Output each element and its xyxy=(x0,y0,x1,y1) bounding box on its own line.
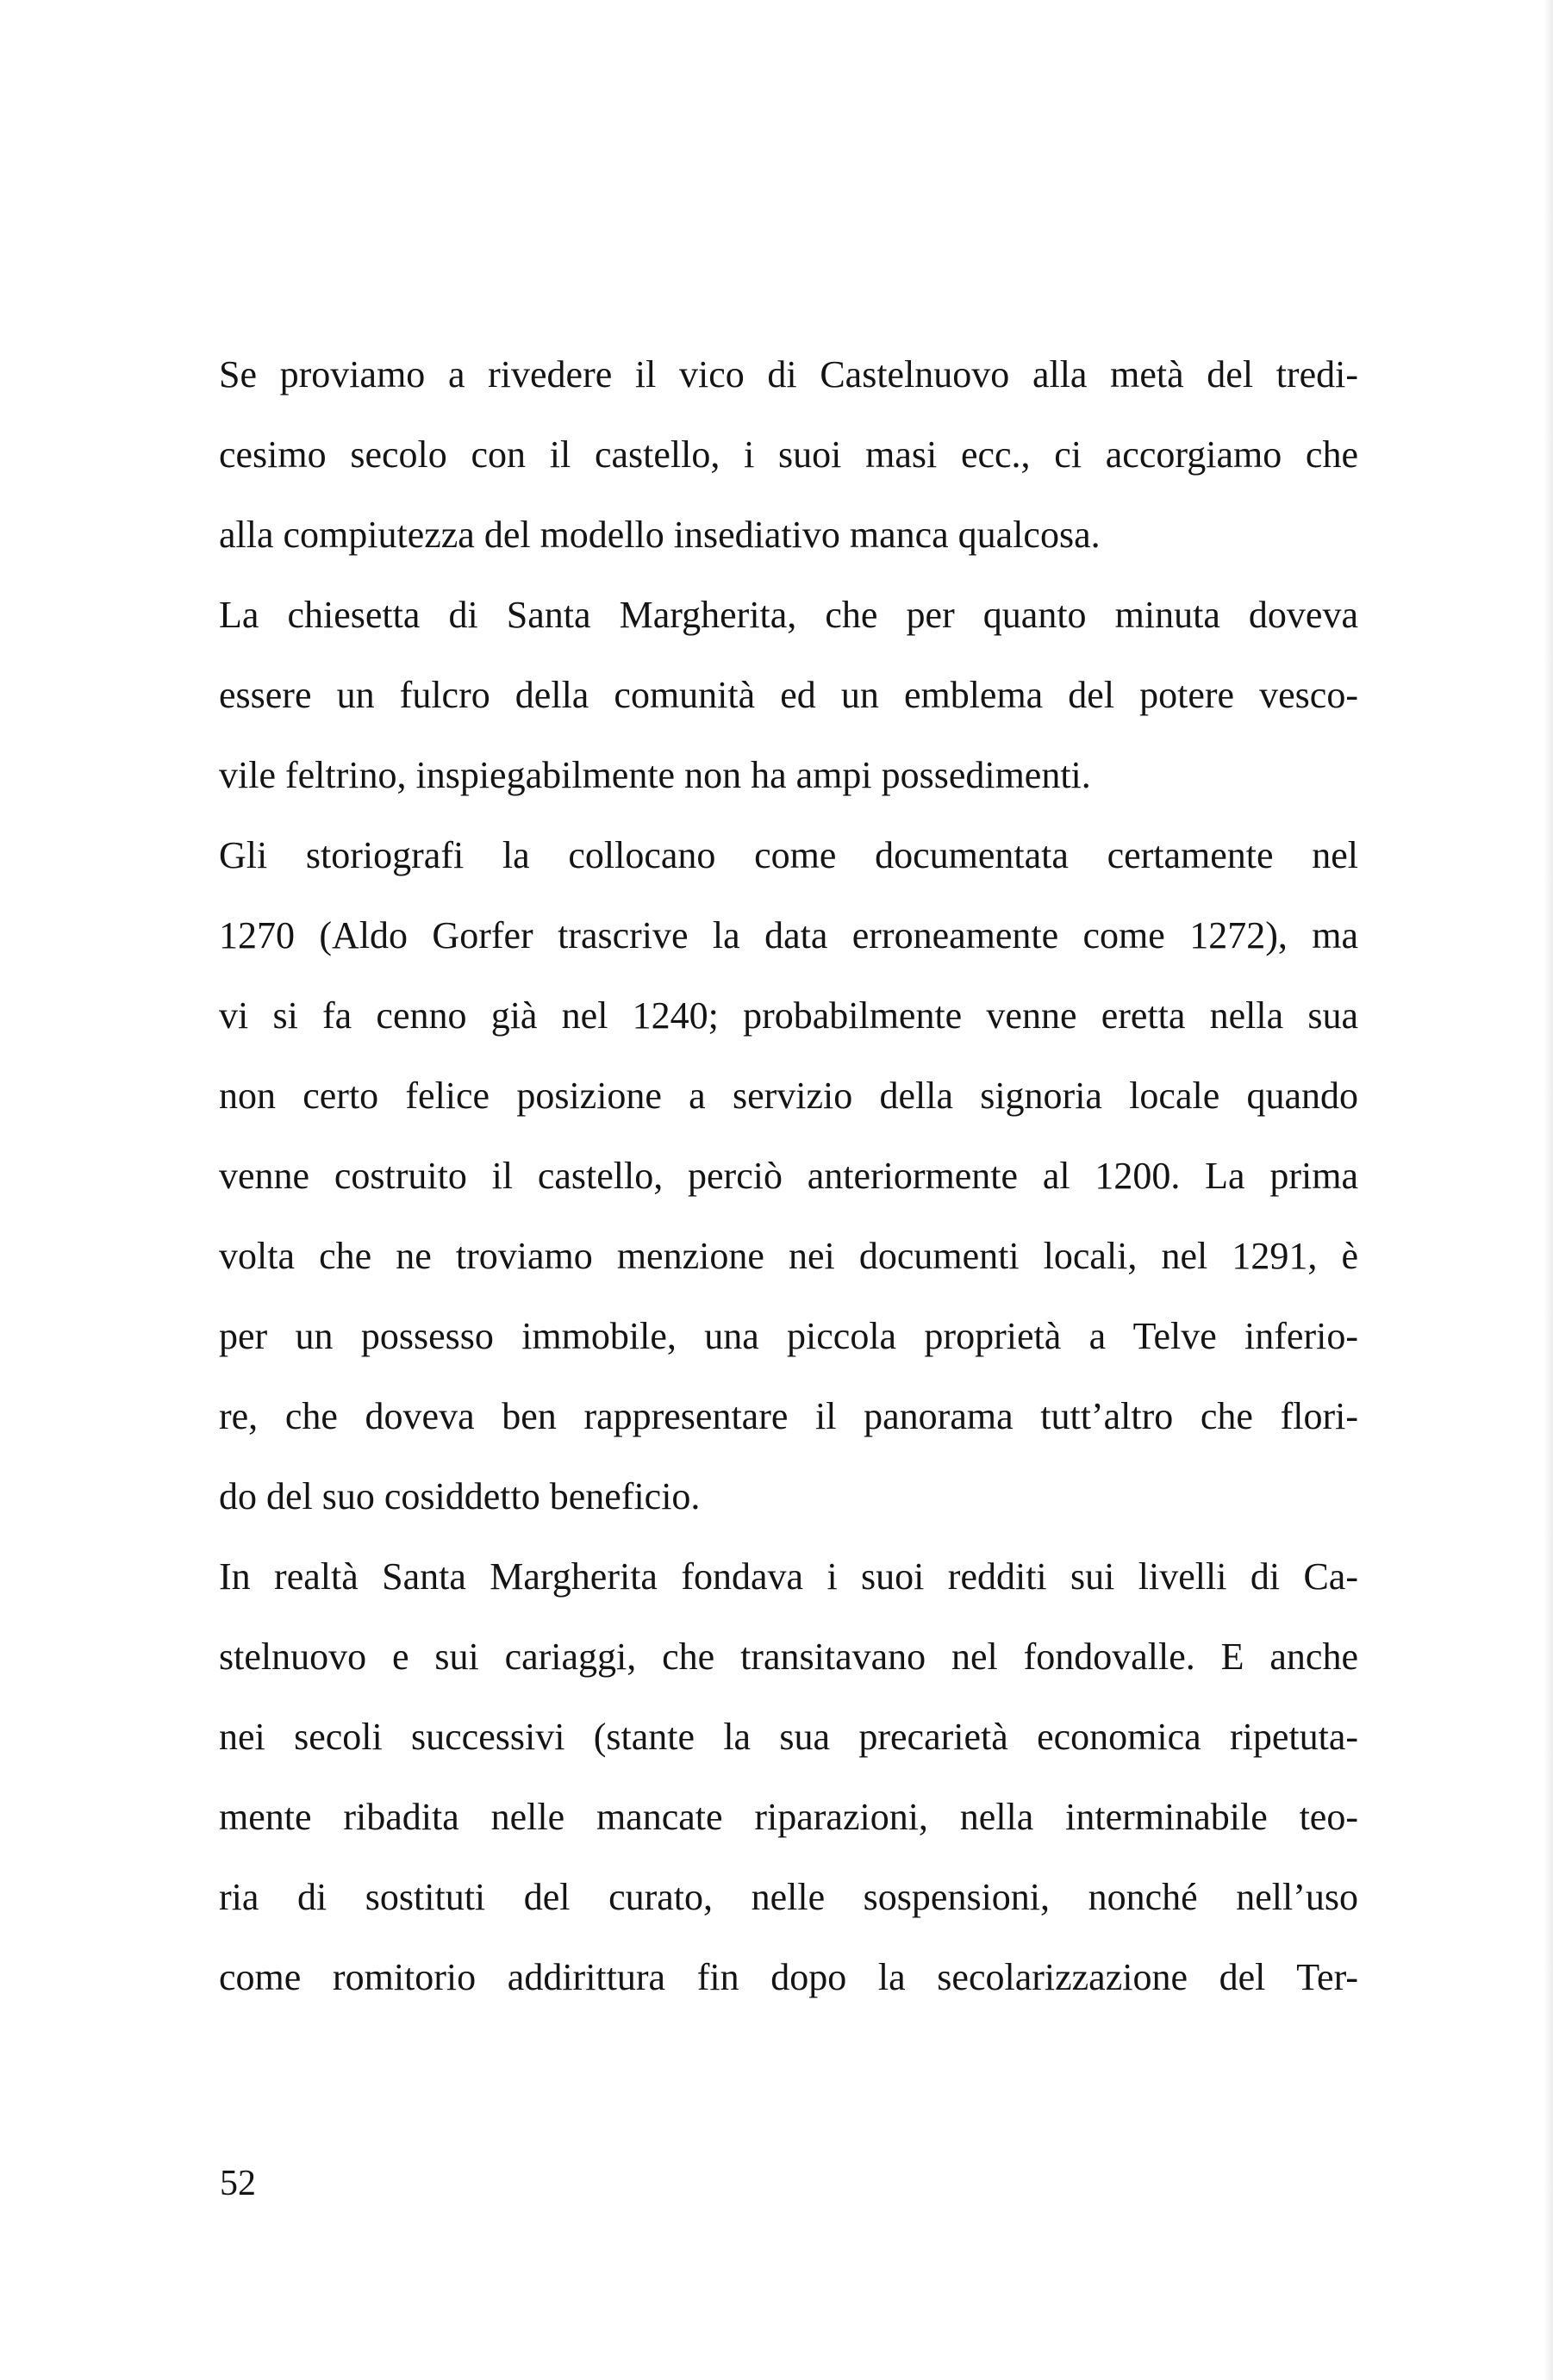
page-edge-shadow xyxy=(1544,0,1553,2380)
paragraph xyxy=(219,334,1358,575)
text-line: In realtà Santa Margherita fondava i suoi redditi sui livelli di Ca- xyxy=(219,1555,1358,1598)
text-line: alla compiutezza del modello insediativo manca qualcosa. xyxy=(219,514,1101,556)
text-line: mente ribadita nelle mancate riparazioni, nella interminabile teo- xyxy=(219,1796,1358,1838)
text-line: venne costruito il castello, perciò anteriormente al 1200. La prima xyxy=(219,1155,1358,1197)
text-line: Gli storiografi la collocano come documentata certamente nel xyxy=(219,834,1358,876)
text-line: re, che doveva ben rappresentare il panorama tutt’altro che flori- xyxy=(219,1395,1358,1437)
text-line: 1270 (Aldo Gorfer trascrive la data erroneamente come 1272), ma xyxy=(219,914,1358,956)
text-line: stelnuovo e sui cariaggi, che transitavano nel fondovalle. E anche xyxy=(219,1635,1358,1678)
text-line: nei secoli successivi (stante la sua precarietà economica ripetuta- xyxy=(219,1716,1358,1758)
text-line: per un possesso immobile, una piccola proprietà a Telve inferio- xyxy=(219,1315,1358,1357)
paragraph xyxy=(219,815,1358,1536)
text-line: Se proviamo a rivedere il vico di Castelnuovo alla metà del tredi- xyxy=(219,353,1358,396)
text-line: non certo felice posizione a servizio della signoria locale quando xyxy=(219,1075,1358,1117)
text-line: essere un fulcro della comunità ed un emblema del potere vesco- xyxy=(219,674,1358,716)
text-line: vi si fa cenno già nel 1240; probabilmente venne eretta nella sua xyxy=(219,994,1358,1037)
page-number: 52 xyxy=(220,2164,256,2203)
body-text xyxy=(219,334,1358,2017)
paragraph xyxy=(219,1536,1358,2017)
text-line: do del suo cosiddetto beneficio. xyxy=(219,1475,701,1517)
text-line: cesimo secolo con il castello, i suoi masi ecc., ci accorgiamo che xyxy=(219,433,1358,476)
text-line: volta che ne troviamo menzione nei documenti locali, nel 1291, è xyxy=(219,1235,1358,1277)
text-line: vile feltrino, inspiegabilmente non ha ampi possedimenti. xyxy=(219,754,1091,796)
paragraph xyxy=(219,575,1358,815)
text-line: La chiesetta di Santa Margherita, che per quanto minuta doveva xyxy=(219,594,1358,636)
text-line: ria di sostituti del curato, nelle sospensioni, nonché nell’uso xyxy=(219,1876,1358,1918)
text-line: come romitorio addirittura fin dopo la secolarizzazione del Ter- xyxy=(219,1956,1358,1998)
